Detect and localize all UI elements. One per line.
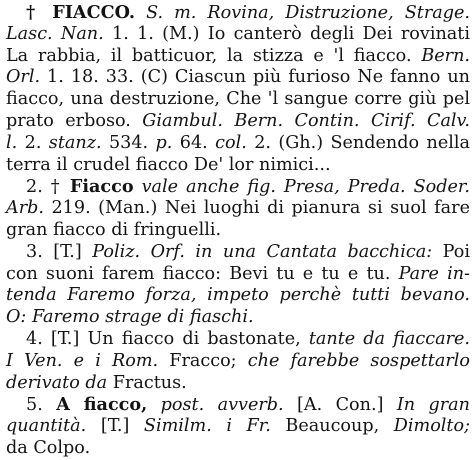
text-segment: Arb. (6, 198, 44, 219)
text-segment (135, 3, 146, 23)
text-segment: Poliz. Orf. in una Cantata bacchica: (92, 241, 433, 262)
text-segment: I Ven. e i Rom. (6, 350, 159, 371)
entry-line (6, 2, 470, 24)
entry-line (6, 416, 470, 438)
text-segment: gran fiacco di fringuelli. (6, 219, 222, 240)
text-segment: col. (215, 132, 247, 153)
text-segment: post. avverb. (160, 395, 284, 416)
entry-line (6, 46, 470, 68)
text-segment: 64. (172, 132, 216, 153)
text-segment: p. (155, 132, 173, 153)
text-segment: Bern. (421, 45, 470, 66)
text-segment: Lasc. Nan. (6, 23, 104, 44)
text-segment: Dimolto; (393, 416, 471, 437)
text-segment: 2. (17, 132, 49, 153)
text-segment: 2. (Gh.) Sendendo nella (246, 132, 470, 153)
entry-line (6, 133, 470, 155)
text-segment: 1. 18. 33. (C) Ciascun più furioso Ne fanno un (40, 67, 470, 88)
text-segment: 1. 1. (M.) Io canterò degli Dei rovinati (103, 23, 470, 44)
entry-line (6, 198, 470, 220)
text-segment: l. (6, 132, 18, 153)
entry-line (6, 176, 470, 198)
entry-line (6, 351, 470, 373)
text-segment: [T.] (86, 416, 144, 437)
text-segment (134, 177, 142, 197)
text-segment: tenda Faremo forza, impeto perchè tutti bevano. (6, 285, 470, 306)
entry-line (6, 242, 470, 264)
text-segment: In gran (396, 395, 470, 416)
text-segment: 3. [T.] (26, 241, 93, 262)
text-segment: Beaucoup, (270, 416, 394, 437)
text-segment: Fractus. (107, 372, 187, 393)
text-segment: La rabbia, il batticuor, la stizza e 'l fiacco. (6, 45, 422, 66)
entry-line (6, 220, 470, 242)
text-segment: prato erboso. (6, 110, 143, 131)
text-segment: [A. Con.] (283, 395, 397, 416)
text-segment: S. m. Rovina, Distruzione, Strage. (146, 3, 471, 23)
text-segment: fiacco, una destruzione, Che 'l sangue corre giù pel (6, 89, 470, 110)
text-segment: Fiacco (69, 176, 134, 198)
text-segment: stanz. (48, 132, 102, 153)
text-segment: 534. (101, 132, 156, 153)
text-segment: derivato da (6, 372, 108, 393)
entry-line (6, 285, 470, 307)
text-segment: Pare in- (398, 263, 470, 284)
text-segment: 2. † (26, 177, 70, 198)
text-segment: 4. [T.] Un fiacco di bastonate, (26, 328, 309, 349)
dictionary-entry (6, 2, 470, 460)
text-segment (147, 395, 160, 415)
text-segment: Poi (432, 241, 470, 262)
entry-line (6, 67, 470, 89)
text-segment: O: Faremo strage di fiaschi. (6, 307, 254, 328)
entry-line (6, 307, 470, 329)
text-segment: che farebbe sospettarlo (247, 350, 470, 371)
text-segment: 5. (26, 395, 57, 416)
entry-line (6, 394, 470, 416)
text-segment: tante da fiaccare. (308, 328, 470, 349)
text-segment: Fracco; (158, 350, 248, 371)
entry-line (6, 111, 470, 133)
text-segment: Giambul. Bern. Contin. Cirif. Calv. (142, 110, 470, 131)
text-segment: A fiacco, (56, 394, 148, 416)
entry-line (6, 24, 470, 46)
text-segment: 219. (Man.) Nei luoghi di pianura si suol fare (43, 198, 470, 219)
text-segment: Similm. i Fr. (143, 416, 271, 437)
entry-line (6, 89, 470, 111)
entry-line (6, 329, 470, 351)
entry-line (6, 264, 470, 286)
entry-line (6, 155, 470, 177)
text-segment: da Colpo. (6, 437, 91, 458)
entry-line (6, 373, 470, 395)
entry-line (6, 438, 470, 460)
text-segment: † FIACCO. (26, 2, 136, 23)
text-segment: Orl. (6, 67, 41, 88)
text-segment: vale anche fig. Presa, Preda. Soder. (141, 177, 470, 198)
text-segment: con suoni farem fiacco: Bevi tu e tu e tu. (6, 263, 399, 284)
text-segment: terra il crudel fiacco De' lor nimici... (6, 154, 331, 175)
text-segment: quantità. (6, 416, 87, 437)
